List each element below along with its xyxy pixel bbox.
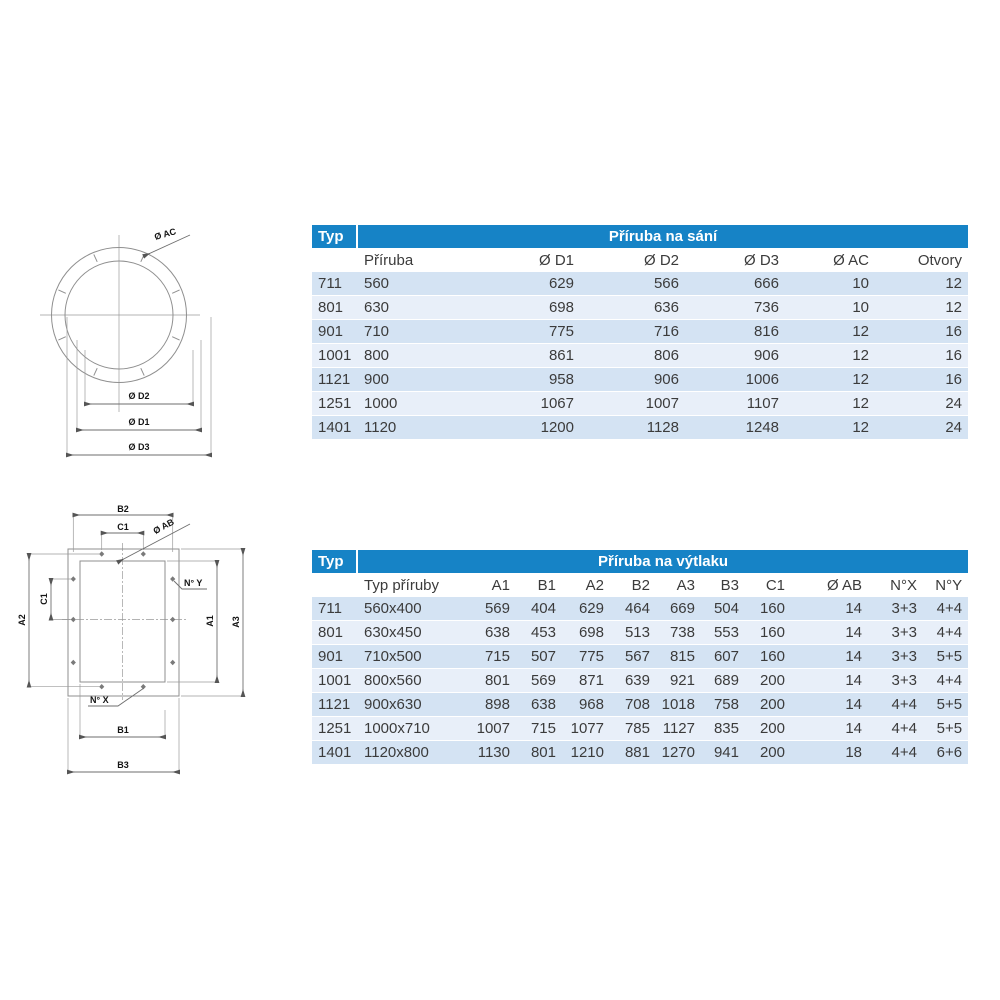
cell-value: 404 <box>516 597 562 621</box>
cell-value: 24 <box>875 392 968 416</box>
cell-value: 14 <box>791 621 868 645</box>
cell-value: 1248 <box>685 416 785 440</box>
cell-value: 881 <box>610 741 656 765</box>
table-subheader <box>312 573 968 597</box>
empty-header <box>312 248 358 272</box>
column-header: B1 <box>516 573 562 597</box>
cell-value: 816 <box>685 320 785 344</box>
cell-typ: 1251 <box>312 392 358 416</box>
cell-value: 4+4 <box>868 717 923 741</box>
cell-value: 5+5 <box>923 717 968 741</box>
cell-value: 801 <box>516 741 562 765</box>
column-header: Ø AC <box>785 248 875 272</box>
inner-opening-rect <box>80 561 165 682</box>
column-header: Ø AB <box>791 573 868 597</box>
cell-value: 1120 <box>358 416 475 440</box>
cell-value: 1067 <box>475 392 580 416</box>
cell-value: 629 <box>475 272 580 296</box>
cell-value: 504 <box>701 597 745 621</box>
cell-value: 160 <box>745 597 791 621</box>
dimension-label-ac: Ø AC <box>153 226 178 242</box>
cell-value: 689 <box>701 669 745 693</box>
dimension-label-a2: A2 <box>17 614 27 626</box>
table-title: Příruba na výtlaku <box>358 550 968 573</box>
cell-value: 607 <box>701 645 745 669</box>
cell-value: 14 <box>791 597 868 621</box>
cell-value: 566 <box>580 272 685 296</box>
cell-value: 3+3 <box>868 597 923 621</box>
table-header-band <box>312 225 968 248</box>
dimension-label-b1: B1 <box>117 725 129 735</box>
cell-value: 900 <box>358 368 475 392</box>
cell-value: 1018 <box>656 693 701 717</box>
cell-value: 871 <box>562 669 610 693</box>
column-header: A2 <box>562 573 610 597</box>
cell-value: 1107 <box>685 392 785 416</box>
cell-value: 775 <box>562 645 610 669</box>
cell-value: 785 <box>610 717 656 741</box>
circular-flange-diagram <box>20 222 250 472</box>
cell-value: 1007 <box>475 717 516 741</box>
cell-typ: 1401 <box>312 416 358 440</box>
cell-value: 630x450 <box>358 621 475 645</box>
cell-value: 698 <box>475 296 580 320</box>
cell-value: 12 <box>785 368 875 392</box>
cell-value: 630 <box>358 296 475 320</box>
cell-value: 16 <box>875 344 968 368</box>
cell-value: 200 <box>745 693 791 717</box>
table-row <box>312 320 968 344</box>
cell-value: 464 <box>610 597 656 621</box>
cell-typ: 1121 <box>312 693 358 717</box>
cell-typ: 1121 <box>312 368 358 392</box>
cell-value: 1000 <box>358 392 475 416</box>
table-row <box>312 741 968 765</box>
dimension-label-ab: Ø AB <box>151 516 176 536</box>
cell-value: 513 <box>610 621 656 645</box>
discharge-flange-table <box>312 550 968 765</box>
cell-value: 160 <box>745 645 791 669</box>
cell-value: 453 <box>516 621 562 645</box>
cell-value: 1077 <box>562 717 610 741</box>
cell-value: 10 <box>785 296 875 320</box>
cell-value: 708 <box>610 693 656 717</box>
column-header: Příruba <box>358 248 475 272</box>
column-header: Ø D3 <box>685 248 785 272</box>
column-header: N°X <box>868 573 923 597</box>
table-row <box>312 717 968 741</box>
cell-value: 569 <box>475 597 516 621</box>
cell-value: 958 <box>475 368 580 392</box>
cell-value: 715 <box>516 717 562 741</box>
cell-value: 4+4 <box>923 669 968 693</box>
column-header: Typ příruby <box>358 573 475 597</box>
column-header: A3 <box>656 573 701 597</box>
cell-value: 738 <box>656 621 701 645</box>
cell-value: 1130 <box>475 741 516 765</box>
cell-value: 861 <box>475 344 580 368</box>
cell-value: 639 <box>610 669 656 693</box>
cell-value: 24 <box>875 416 968 440</box>
cell-value: 1128 <box>580 416 685 440</box>
cell-value: 629 <box>562 597 610 621</box>
column-header: A1 <box>475 573 516 597</box>
cell-value: 638 <box>475 621 516 645</box>
cell-typ: 1001 <box>312 344 358 368</box>
cell-value: 715 <box>475 645 516 669</box>
cell-value: 5+5 <box>923 645 968 669</box>
cell-value: 3+3 <box>868 669 923 693</box>
cell-value: 10 <box>785 272 875 296</box>
cell-value: 200 <box>745 717 791 741</box>
suction-flange-table <box>312 225 968 440</box>
cell-value: 636 <box>580 296 685 320</box>
cell-value: 906 <box>580 368 685 392</box>
column-header: B3 <box>701 573 745 597</box>
cell-value: 14 <box>791 693 868 717</box>
cell-value: 775 <box>475 320 580 344</box>
bolt-holes <box>71 551 176 689</box>
dimension-label-c1-left: C1 <box>39 593 49 605</box>
empty-header <box>312 573 358 597</box>
cell-value: 560x400 <box>358 597 475 621</box>
cell-value: 1200 <box>475 416 580 440</box>
outer-flange-rect <box>68 549 179 696</box>
typ-header: Typ <box>312 225 358 248</box>
cell-value: 16 <box>875 368 968 392</box>
cell-typ: 801 <box>312 621 358 645</box>
cell-value: 4+4 <box>923 621 968 645</box>
dimension-label-nx: N° X <box>90 695 109 705</box>
table-row <box>312 645 968 669</box>
cell-value: 200 <box>745 741 791 765</box>
dimension-label-b2: B2 <box>117 504 129 514</box>
cell-value: 3+3 <box>868 621 923 645</box>
table-row <box>312 272 968 296</box>
cell-value: 1270 <box>656 741 701 765</box>
cell-value: 835 <box>701 717 745 741</box>
cell-value: 14 <box>791 669 868 693</box>
cell-typ: 1401 <box>312 741 358 765</box>
cell-value: 698 <box>562 621 610 645</box>
cell-value: 758 <box>701 693 745 717</box>
column-header: Ø D1 <box>475 248 580 272</box>
cell-typ: 1251 <box>312 717 358 741</box>
cell-value: 4+4 <box>923 597 968 621</box>
cell-value: 18 <box>791 741 868 765</box>
cell-value: 716 <box>580 320 685 344</box>
cell-typ: 1001 <box>312 669 358 693</box>
dimension-label-b3: B3 <box>117 760 129 770</box>
cell-value: 6+6 <box>923 741 968 765</box>
dimension-label-d3: Ø D3 <box>128 442 150 452</box>
table-row <box>312 296 968 320</box>
cell-value: 569 <box>516 669 562 693</box>
cell-value: 12 <box>875 272 968 296</box>
cell-value: 16 <box>875 320 968 344</box>
cell-typ: 711 <box>312 597 358 621</box>
cell-value: 12 <box>875 296 968 320</box>
dimension-label-d1: Ø D1 <box>128 417 150 427</box>
column-header: B2 <box>610 573 656 597</box>
cell-value: 1007 <box>580 392 685 416</box>
cell-value: 12 <box>785 344 875 368</box>
column-header: N°Y <box>923 573 968 597</box>
witness-lines <box>67 317 211 457</box>
dimension-label-d2: Ø D2 <box>128 391 150 401</box>
dimension-label-a3: A3 <box>231 616 241 628</box>
cell-value: 560 <box>358 272 475 296</box>
cell-value: 710 <box>358 320 475 344</box>
cell-typ: 711 <box>312 272 358 296</box>
cell-value: 669 <box>656 597 701 621</box>
cell-value: 968 <box>562 693 610 717</box>
cell-value: 1006 <box>685 368 785 392</box>
cell-value: 806 <box>580 344 685 368</box>
cell-value: 567 <box>610 645 656 669</box>
cell-value: 900x630 <box>358 693 475 717</box>
column-header: Ø D2 <box>580 248 685 272</box>
table-row <box>312 392 968 416</box>
cell-value: 4+4 <box>868 741 923 765</box>
column-header: C1 <box>745 573 791 597</box>
column-header: Otvory <box>875 248 968 272</box>
cell-value: 800x560 <box>358 669 475 693</box>
table-row <box>312 621 968 645</box>
cell-value: 800 <box>358 344 475 368</box>
cell-value: 906 <box>685 344 785 368</box>
dimension-label-a1: A1 <box>205 615 215 627</box>
rectangular-flange-diagram <box>10 500 260 790</box>
cell-value: 1210 <box>562 741 610 765</box>
dimension-label-ny: N° Y <box>184 578 203 588</box>
cell-value: 12 <box>785 392 875 416</box>
cell-value: 941 <box>701 741 745 765</box>
cell-value: 12 <box>785 416 875 440</box>
table-row <box>312 597 968 621</box>
cell-value: 14 <box>791 717 868 741</box>
cell-value: 1127 <box>656 717 701 741</box>
cell-value: 921 <box>656 669 701 693</box>
cell-value: 14 <box>791 645 868 669</box>
cell-value: 4+4 <box>868 693 923 717</box>
typ-header: Typ <box>312 550 358 573</box>
cell-typ: 901 <box>312 320 358 344</box>
table-row <box>312 669 968 693</box>
table-subheader <box>312 248 968 272</box>
cell-value: 5+5 <box>923 693 968 717</box>
cell-value: 710x500 <box>358 645 475 669</box>
cell-value: 736 <box>685 296 785 320</box>
table-title: Příruba na sání <box>358 225 968 248</box>
cell-value: 3+3 <box>868 645 923 669</box>
cell-typ: 801 <box>312 296 358 320</box>
cell-value: 12 <box>785 320 875 344</box>
table-row <box>312 344 968 368</box>
cell-value: 1000x710 <box>358 717 475 741</box>
cell-value: 507 <box>516 645 562 669</box>
cell-value: 801 <box>475 669 516 693</box>
cell-value: 1120x800 <box>358 741 475 765</box>
cell-value: 898 <box>475 693 516 717</box>
table-header-band <box>312 550 968 573</box>
cell-value: 160 <box>745 621 791 645</box>
table-row <box>312 416 968 440</box>
cell-value: 200 <box>745 669 791 693</box>
table-row <box>312 368 968 392</box>
dimension-label-c1-top: C1 <box>117 522 129 532</box>
cell-typ: 901 <box>312 645 358 669</box>
cell-value: 638 <box>516 693 562 717</box>
cell-value: 815 <box>656 645 701 669</box>
cell-value: 666 <box>685 272 785 296</box>
cell-value: 553 <box>701 621 745 645</box>
table-row <box>312 693 968 717</box>
